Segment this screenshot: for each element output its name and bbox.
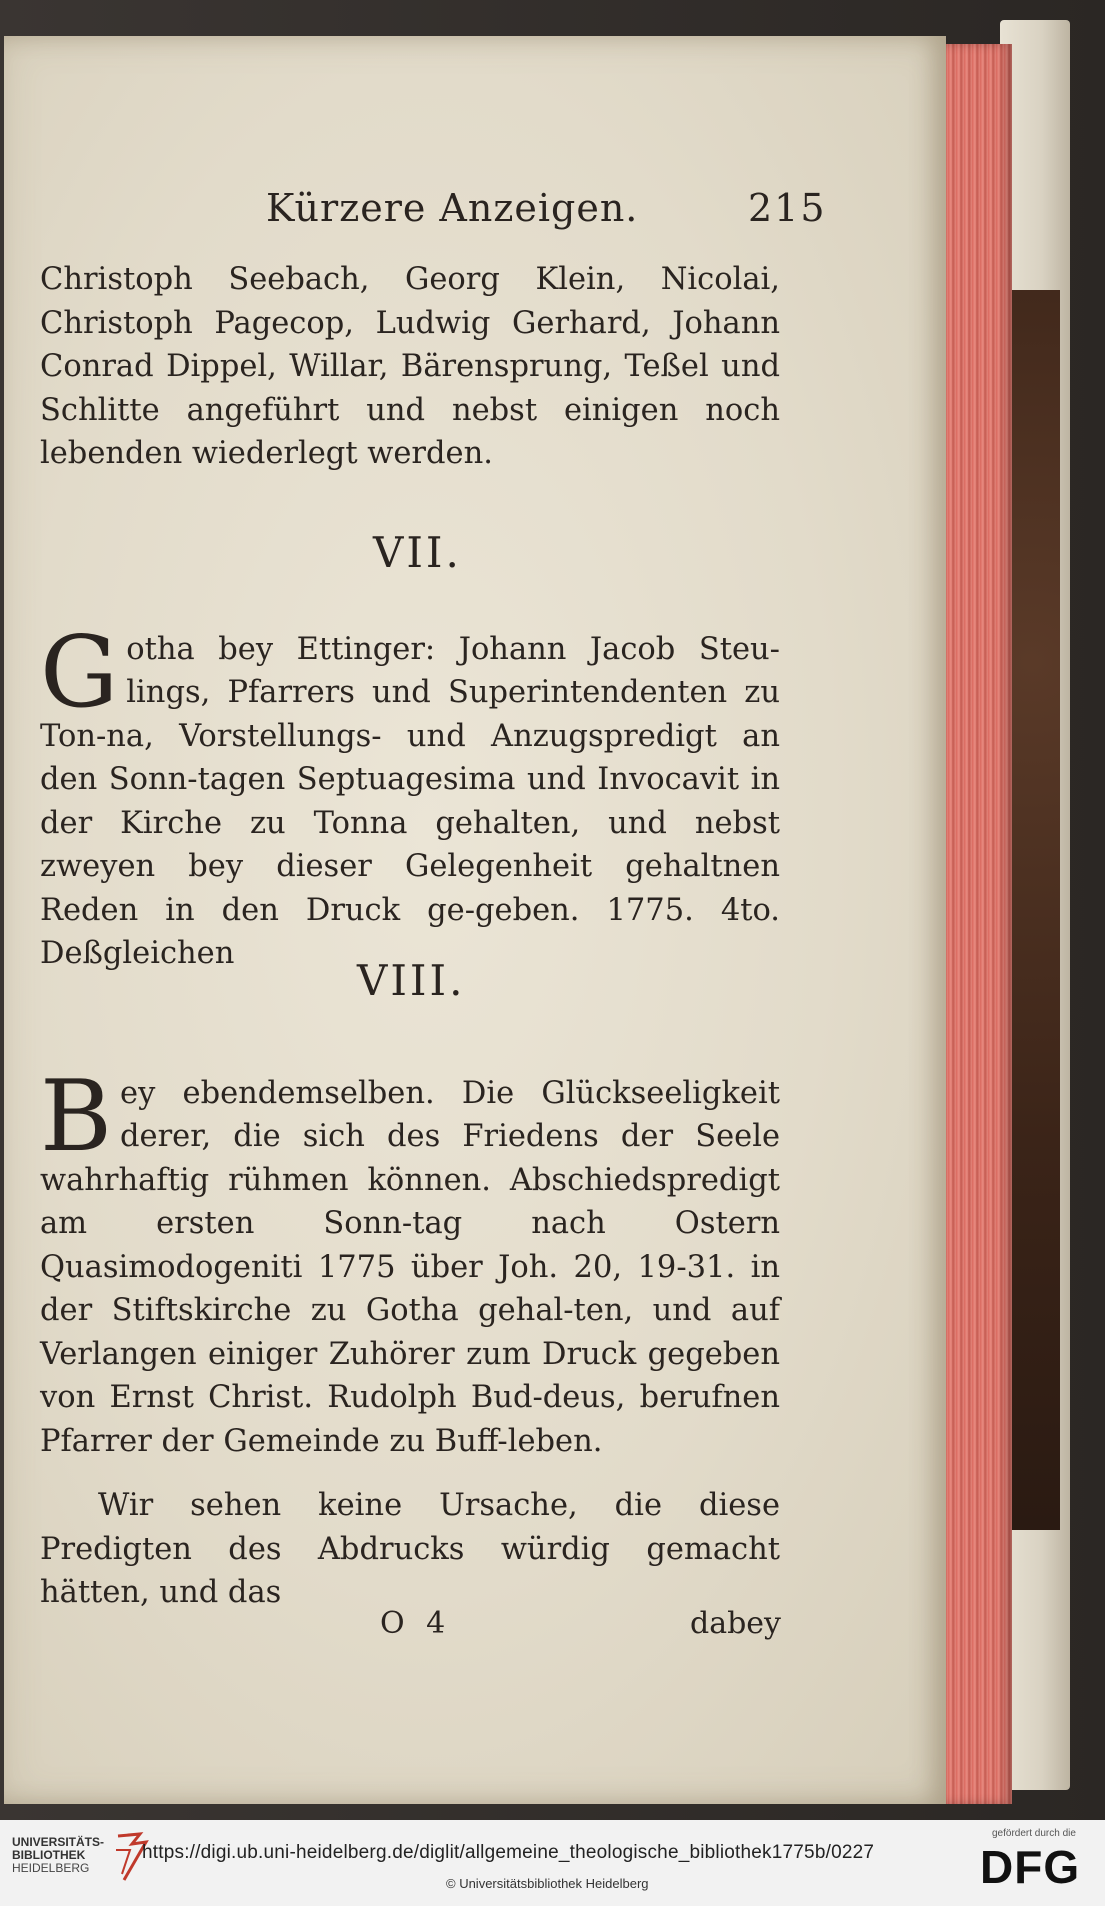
- section-number-viii: VIII.: [357, 956, 466, 1005]
- section-vii-text: otha bey Ettinger: Johann Jacob Steu-lings, Pfarrers und Superintendenten zu Ton-na, Vorstellungs- und Anzugspredigt an den Sonn-tagen Septuagesima und Invocavit in der Kirche zu Tonna gehalten, und nebst zweyen bey dieser Gelegenheit gehaltnen Reden in den Druck ge-geben. 1775. 4to. Deßgleichen: [40, 631, 780, 971]
- library-name-line-2: BIBLIOTHEK: [12, 1848, 86, 1862]
- dfg-logo: DFG: [980, 1841, 1081, 1893]
- signature-mark: O 4: [380, 1606, 452, 1641]
- book-spine-leather: [1012, 290, 1060, 1530]
- dropcap: G: [40, 615, 119, 730]
- review-paragraph: Wir sehen keine Ursache, die diese Predigten des Abdrucks würdig gemacht hätten, und das: [40, 1488, 780, 1610]
- library-city: HEIDELBERG: [12, 1861, 90, 1875]
- section-vii-paragraph: [40, 584, 780, 976]
- section-number-vii: VII.: [373, 528, 462, 577]
- page-edge-red: [940, 44, 1012, 1804]
- running-head: Kürzere Anzeigen.: [266, 186, 639, 230]
- copyright-notice: © Universitätsbibliothek Heidelberg: [446, 1876, 649, 1891]
- library-name-line-1: UNIVERSITÄTS-: [12, 1835, 105, 1849]
- section-viii-paragraph: [40, 1028, 780, 1463]
- page-number: 215: [748, 186, 827, 230]
- library-logo: [12, 1836, 122, 1875]
- dropcap: B: [40, 1059, 113, 1174]
- viewer-footer: [0, 1820, 1105, 1906]
- section-viii-text: ey ebendemselben. Die Glückseeligkeit derer, die sich des Friedens der Seele wahrhaftig rühmen können. Abschiedspredigt am ersten Sonn-tag nach Ostern Quasimodogeniti 1775 über Joh. 20, 19-31. in der Stiftskirche zu Gotha gehal-ten, und auf Verlangen einiger Zuhörer zum Druck gegeben von Ernst Christ. Rudolph Bud-deus, berufnen Pfarrer der Gemeinde zu Buff-leben.: [40, 1075, 780, 1459]
- catchword: dabey: [690, 1606, 781, 1641]
- funding-note: gefördert durch die: [992, 1828, 1076, 1839]
- intro-paragraph: Christoph Seebach, Georg Klein, Nicolai, Christoph Pagecop, Ludwig Gerhard, Johann Conrad Dippel, Willar, Bärensprung, Teßel und Schlitte angeführt und nebst einigen noch lebenden wiederlegt werden.: [40, 262, 780, 471]
- book-page: [4, 36, 946, 1804]
- permalink-url[interactable]: https://digi.ub.uni-heidelberg.de/diglit/allgemeine_theologische_bibliothek1775b/0227: [142, 1842, 875, 1863]
